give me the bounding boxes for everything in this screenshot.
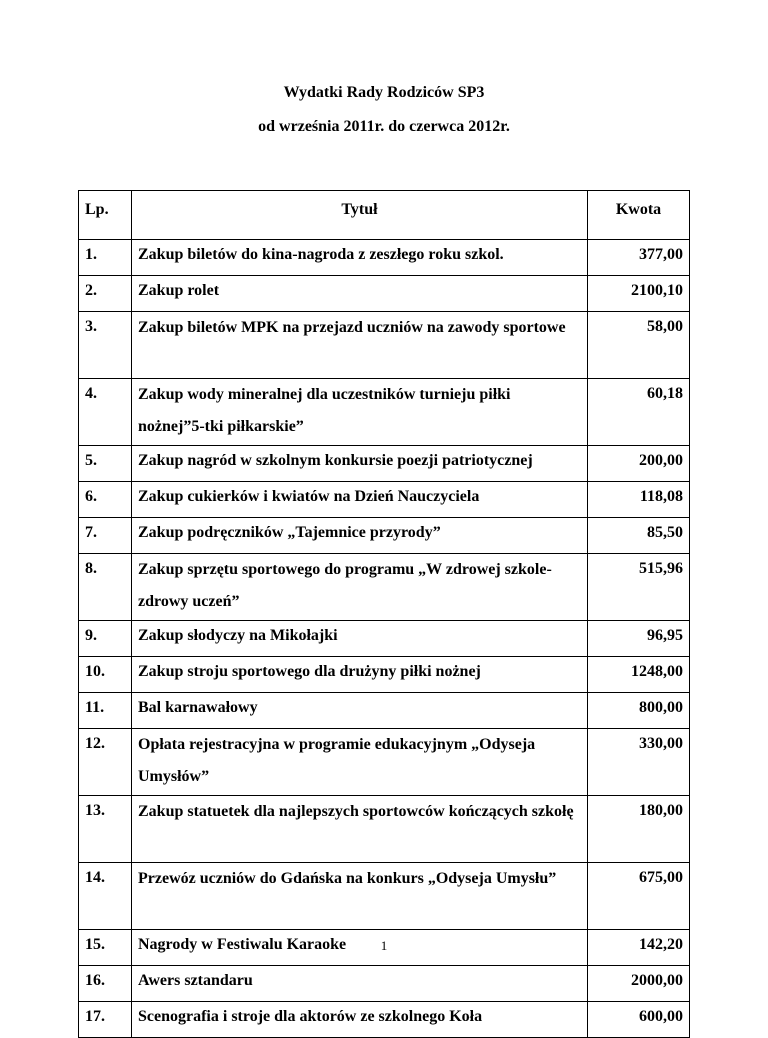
- row-lp: 3.: [79, 312, 132, 379]
- table-row: [79, 693, 690, 729]
- row-lp: 8.: [79, 554, 132, 621]
- row-kwota: 118,08: [588, 482, 690, 518]
- row-tytul: Zakup nagród w szkolnym konkursie poezji patriotycznej: [132, 446, 588, 482]
- row-tytul: Zakup słodyczy na Mikołajki: [132, 621, 588, 657]
- row-lp: 1.: [79, 240, 132, 276]
- row-kwota: 330,00: [588, 729, 690, 796]
- table-row: [79, 312, 690, 379]
- row-tytul: Zakup cukierków i kwiatów na Dzień Nauczyciela: [132, 482, 588, 518]
- table-row: [79, 621, 690, 657]
- row-kwota: 180,00: [588, 796, 690, 863]
- row-tytul: Zakup biletów MPK na przejazd uczniów na zawody sportowe: [132, 312, 588, 379]
- row-kwota: 600,00: [588, 1002, 690, 1038]
- row-tytul: Scenografia i stroje dla aktorów ze szkolnego Koła: [132, 1002, 588, 1038]
- table-row: [79, 276, 690, 312]
- table-row: [79, 240, 690, 276]
- table-row: [79, 446, 690, 482]
- row-kwota: 2000,00: [588, 966, 690, 1002]
- row-tytul: Zakup sprzętu sportowego do programu „W zdrowej szkole- zdrowy uczeń”: [132, 554, 588, 621]
- row-lp: 12.: [79, 729, 132, 796]
- row-lp: 5.: [79, 446, 132, 482]
- row-lp: 16.: [79, 966, 132, 1002]
- row-kwota: 96,95: [588, 621, 690, 657]
- table-row: [79, 796, 690, 863]
- row-lp: 13.: [79, 796, 132, 863]
- table-row: [79, 966, 690, 1002]
- row-kwota: 200,00: [588, 446, 690, 482]
- row-lp: 6.: [79, 482, 132, 518]
- row-lp: 11.: [79, 693, 132, 729]
- row-tytul: Opłata rejestracyjna w programie edukacyjnym „Odyseja Umysłów”: [132, 729, 588, 796]
- row-lp: 7.: [79, 518, 132, 554]
- row-kwota: 85,50: [588, 518, 690, 554]
- row-lp: 9.: [79, 621, 132, 657]
- row-lp: 4.: [79, 379, 132, 446]
- table-header-row: [79, 191, 690, 240]
- header-kwota: Kwota: [588, 191, 690, 240]
- row-tytul: Zakup stroju sportowego dla drużyny piłki nożnej: [132, 657, 588, 693]
- page-number: 1: [380, 938, 388, 953]
- row-tytul: Bal karnawałowy: [132, 693, 588, 729]
- expenses-table: [78, 190, 690, 1038]
- header-tytul: Tytuł: [132, 191, 588, 240]
- document-subtitle: od września 2011r. do czerwca 2012r.: [258, 118, 510, 135]
- row-kwota: 800,00: [588, 693, 690, 729]
- row-kwota: 2100,10: [588, 276, 690, 312]
- row-tytul: Przewóz uczniów do Gdańska na konkurs „Odyseja Umysłu”: [132, 863, 588, 930]
- row-kwota: 377,00: [588, 240, 690, 276]
- row-kwota: 515,96: [588, 554, 690, 621]
- row-tytul: Zakup rolet: [132, 276, 588, 312]
- row-kwota: 675,00: [588, 863, 690, 930]
- table-row: [79, 729, 690, 796]
- table-row: [79, 482, 690, 518]
- row-tytul: Zakup podręczników „Tajemnice przyrody”: [132, 518, 588, 554]
- row-lp: 15.: [79, 930, 132, 966]
- row-tytul: Nagrody w Festiwalu Karaoke: [132, 930, 588, 966]
- table-row: [79, 379, 690, 446]
- row-kwota: 1248,00: [588, 657, 690, 693]
- table-row: [79, 554, 690, 621]
- row-kwota: 60,18: [588, 379, 690, 446]
- document-title: Wydatki Rady Rodziców SP3: [283, 84, 485, 101]
- row-lp: 14.: [79, 863, 132, 930]
- row-tytul: Zakup biletów do kina-nagroda z zeszłego roku szkol.: [132, 240, 588, 276]
- row-tytul: Zakup wody mineralnej dla uczestników turnieju piłki nożnej”5-tki piłkarskie”: [132, 379, 588, 446]
- row-tytul: Zakup statuetek dla najlepszych sportowców kończących szkołę: [132, 796, 588, 863]
- row-kwota: 58,00: [588, 312, 690, 379]
- table-row: [79, 657, 690, 693]
- row-lp: 17.: [79, 1002, 132, 1038]
- table-row: [79, 863, 690, 930]
- row-lp: 2.: [79, 276, 132, 312]
- header-lp: Lp.: [79, 191, 132, 240]
- row-tytul: Awers sztandaru: [132, 966, 588, 1002]
- table-row: [79, 518, 690, 554]
- table-row: [79, 1002, 690, 1038]
- row-lp: 10.: [79, 657, 132, 693]
- row-kwota: 142,20: [588, 930, 690, 966]
